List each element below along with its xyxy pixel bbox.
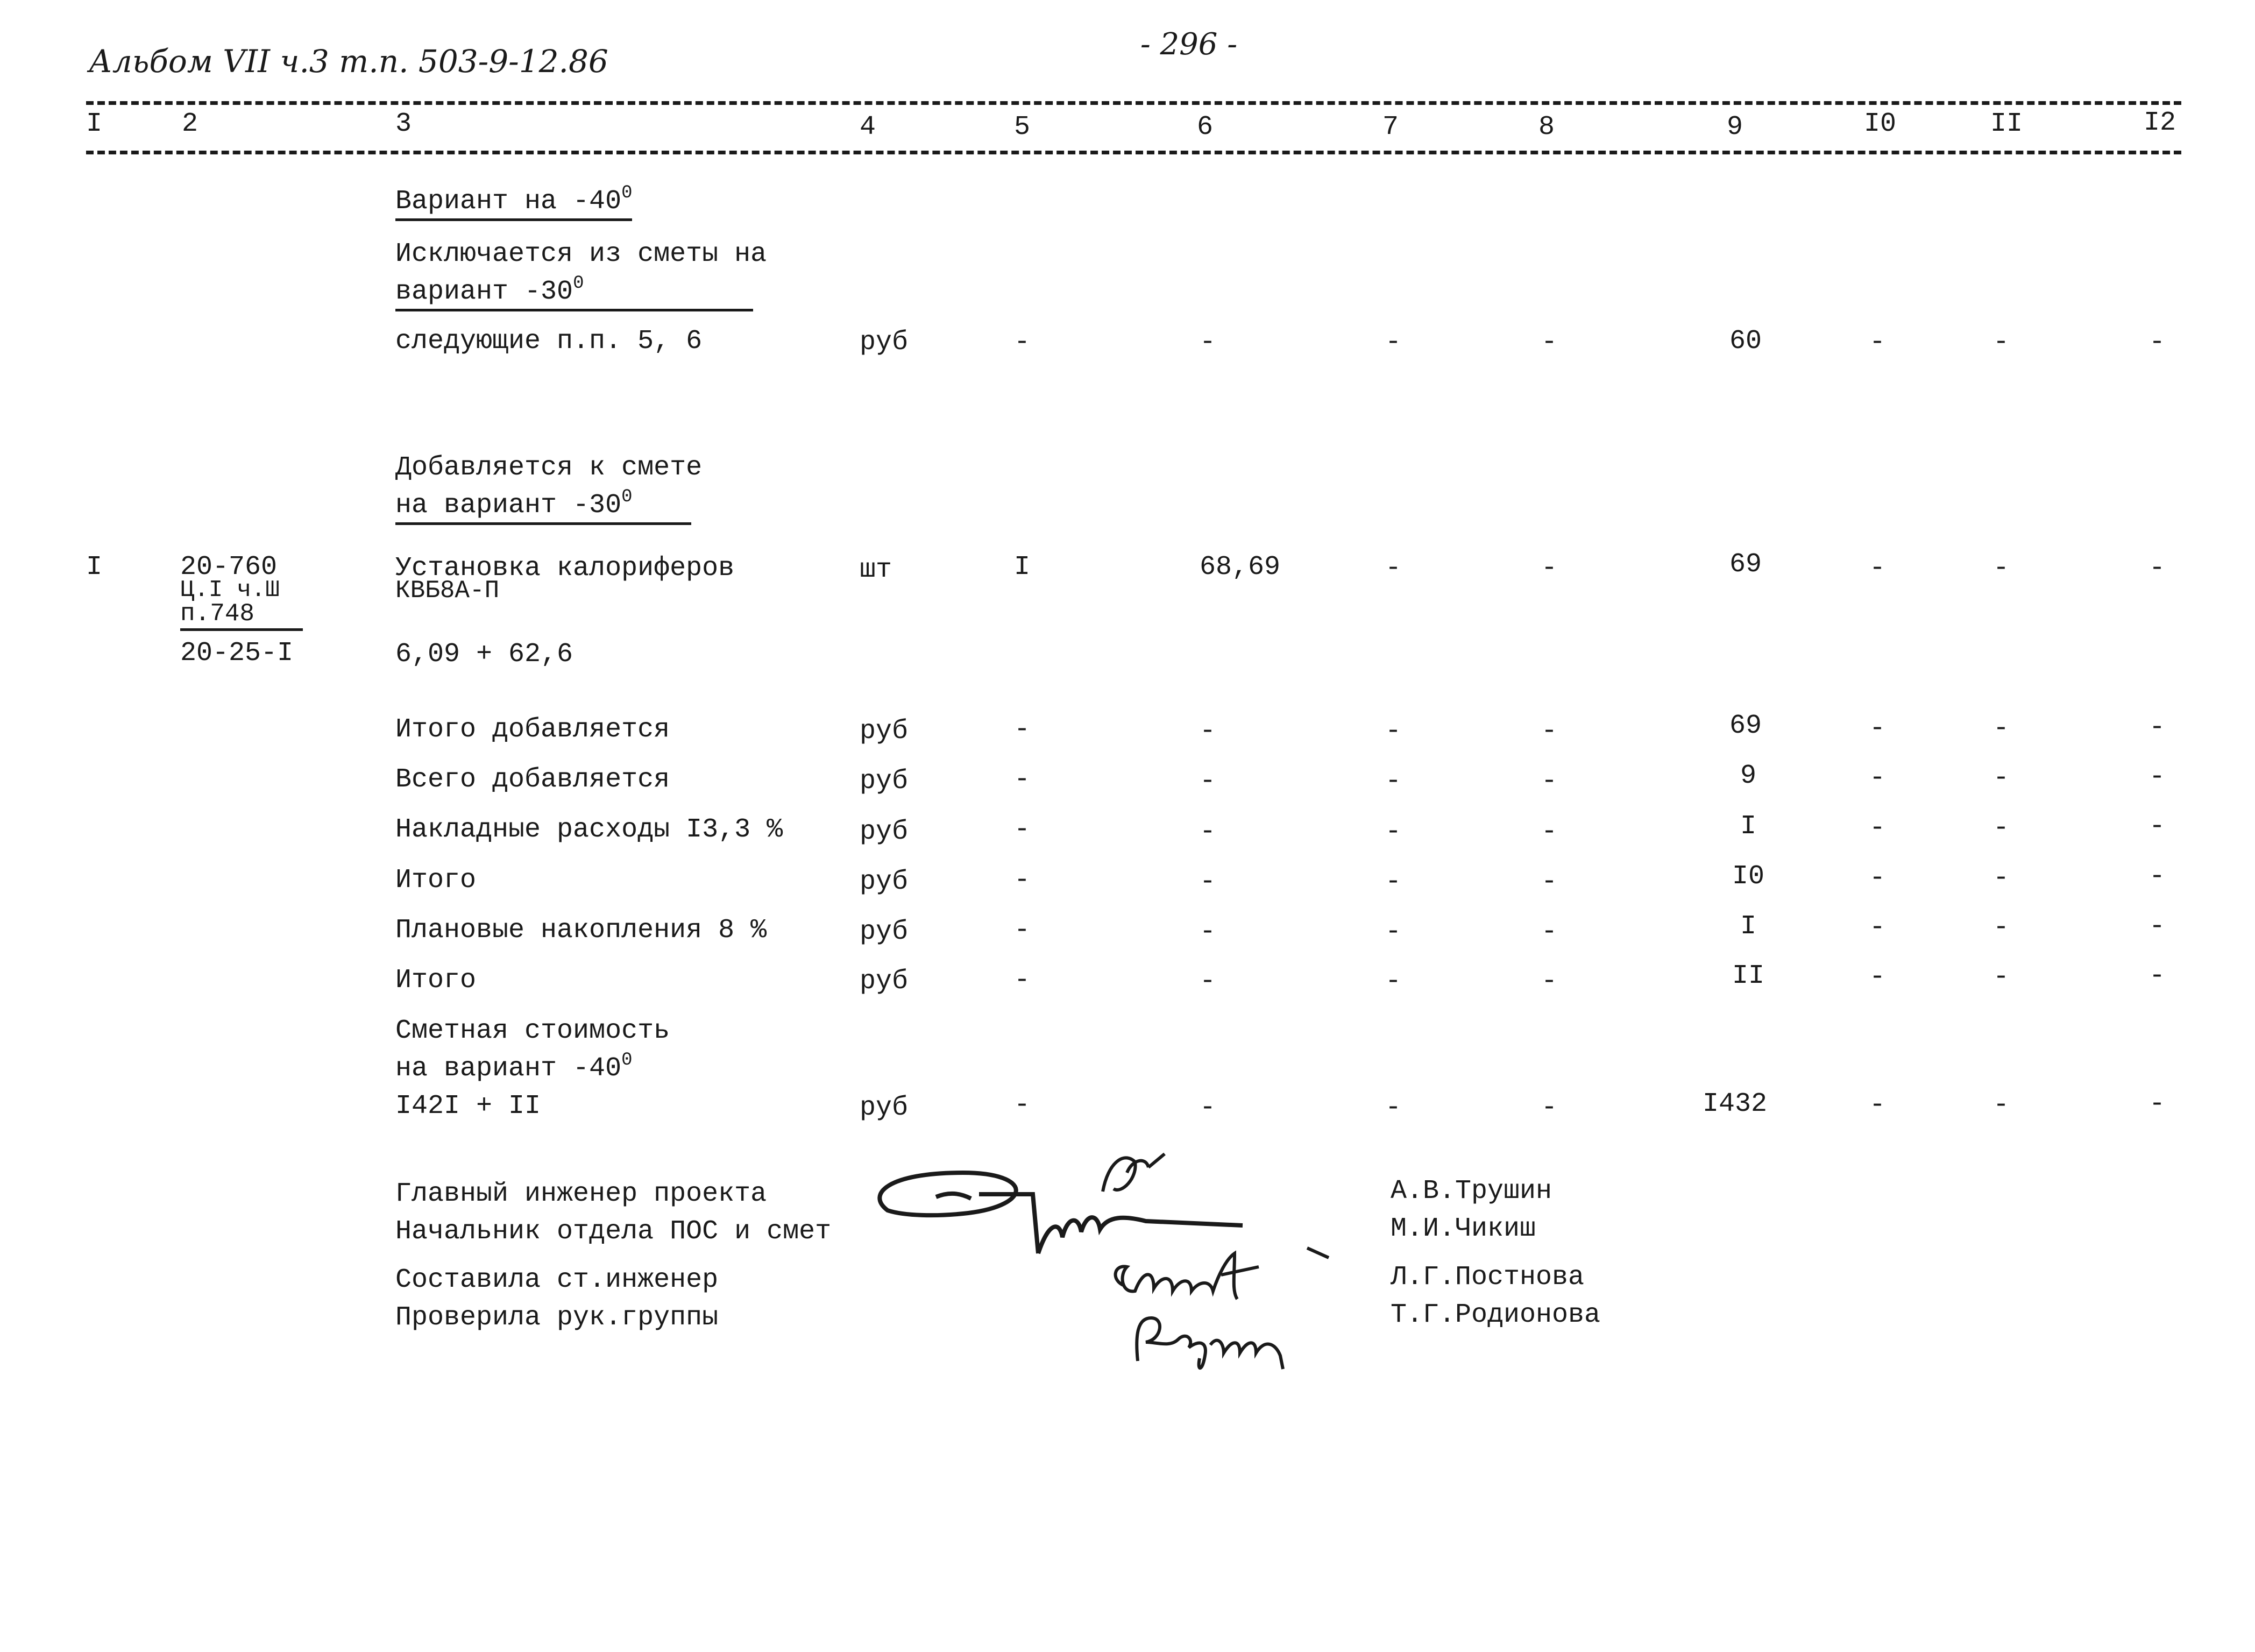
row-description: Итого: [395, 865, 477, 896]
row-col5: -: [1013, 965, 1031, 996]
item-code-line3: п.748: [180, 601, 303, 631]
row-col10: -: [1869, 962, 1886, 992]
row-col10: -: [1869, 763, 1886, 793]
row-col12: -: [2148, 811, 2166, 842]
row-description: Накладные расходы I3,3 %: [395, 814, 783, 845]
row-col8: -: [1541, 917, 1558, 947]
row-col11: -: [1992, 713, 2010, 744]
row-description: Плановые накопления 8 %: [395, 915, 767, 946]
final-line3: I42I + II: [395, 1091, 541, 1122]
row-unit: руб: [860, 766, 909, 797]
row-col12: -: [2148, 327, 2166, 358]
row-col5: -: [1013, 814, 1031, 845]
row-col10: -: [1869, 863, 1886, 894]
signature-role: Составила ст.инженер: [395, 1265, 719, 1295]
row-col9: 60: [1729, 326, 1762, 357]
item-col11: -: [1992, 553, 2010, 584]
row-col12: -: [2148, 712, 2166, 743]
row-col9: II: [1732, 961, 1765, 991]
variant-heading: Вариант на $-40^0$: [395, 188, 632, 221]
row-col7: -: [1385, 766, 1402, 797]
row-col5: -: [1013, 327, 1031, 358]
header-bottom-rule: [86, 151, 2181, 154]
row-col6: -: [1199, 867, 1216, 897]
column-header-6: 6: [1197, 112, 1214, 143]
row-col8: -: [1541, 716, 1558, 747]
row-col12: -: [2148, 911, 2166, 942]
signature-name: А.В.Трушин: [1391, 1176, 1552, 1207]
item-col5: I: [1013, 552, 1031, 583]
row-description: Итого: [395, 965, 477, 996]
row-col12: -: [2148, 762, 2166, 792]
row-unit: руб: [860, 817, 909, 847]
row-col7: -: [1385, 1093, 1402, 1123]
excluded-heading-line1: Исключается из сметы на: [395, 239, 767, 270]
item-col12: -: [2148, 553, 2166, 584]
column-header-4: 4: [860, 112, 876, 143]
row-col10: -: [1869, 912, 1886, 943]
signature-role: Главный инженер проекта: [395, 1179, 767, 1209]
row-col5: -: [1013, 915, 1031, 946]
item-code-line1: 20-760: [180, 552, 278, 583]
row-col11: -: [1992, 813, 2010, 843]
row-unit: руб: [860, 716, 909, 747]
item-description-line2: КВБ8А-П: [395, 577, 500, 605]
row-col8: -: [1541, 867, 1558, 897]
signature-name: Л.Г.Постнова: [1391, 1262, 1585, 1293]
added-heading-line1: Добавляется к смете: [395, 452, 703, 483]
row-unit: руб: [860, 867, 909, 897]
row-col7: -: [1385, 716, 1402, 747]
row-col11: -: [1992, 962, 2010, 992]
row-description: Всего добавляется: [395, 764, 670, 795]
row-col9: I0: [1732, 861, 1765, 892]
row-description: Итого добавляется: [395, 714, 670, 745]
row-unit: руб: [860, 327, 909, 358]
row-col8: -: [1541, 817, 1558, 847]
row-col10: -: [1869, 713, 1886, 744]
row-col11: -: [1992, 763, 2010, 793]
item-code-line4: 20-25-I: [180, 638, 294, 669]
item-col9: 69: [1729, 549, 1762, 580]
row-col9: I: [1740, 911, 1757, 942]
item-unit: шт: [860, 555, 892, 585]
row-col11: -: [1992, 863, 2010, 894]
final-line2: на вариант $-40^0$: [395, 1050, 633, 1084]
row-col9: 69: [1729, 711, 1762, 741]
row-col11: -: [1992, 912, 2010, 943]
column-header-11: II: [1990, 109, 2023, 139]
row-col8: -: [1541, 1093, 1558, 1123]
row-col7: -: [1385, 966, 1402, 997]
row-col5: -: [1013, 714, 1031, 745]
row-col5: -: [1013, 1090, 1031, 1121]
row-col6: -: [1199, 327, 1216, 358]
signature-name: М.И.Чикиш: [1391, 1214, 1536, 1244]
row-col12: -: [2148, 961, 2166, 991]
final-line1: Сметная стоимость: [395, 1016, 670, 1046]
row-unit: руб: [860, 917, 909, 947]
row-col8: -: [1541, 327, 1558, 358]
row-col11: -: [1992, 1090, 2010, 1121]
header-top-rule: [86, 101, 2181, 105]
added-heading-line2: на вариант $-30^0$: [395, 492, 691, 525]
row-col9: 9: [1740, 761, 1757, 791]
item-description-line1: Установка калориферов: [395, 553, 735, 584]
row-col10: -: [1869, 327, 1886, 358]
column-header-8: 8: [1538, 112, 1555, 143]
item-col10: -: [1869, 553, 1886, 584]
row-col7: -: [1385, 817, 1402, 847]
signature-role: Начальник отдела ПОС и смет: [395, 1216, 832, 1247]
item-col7: -: [1385, 553, 1402, 584]
row-col6: -: [1199, 716, 1216, 747]
row-col6: -: [1199, 817, 1216, 847]
row-col9: I: [1740, 811, 1757, 842]
reviewer-signature: [1119, 1302, 1313, 1382]
column-header-10: I0: [1864, 109, 1897, 139]
album-reference: Альбом VII ч.3 т.п. 503-9-12.86: [89, 43, 608, 80]
row-col8: -: [1541, 766, 1558, 797]
row-col8: -: [1541, 966, 1558, 997]
item-formula: 6,09 + 62,6: [395, 639, 573, 670]
row-col7: -: [1385, 327, 1402, 358]
item-col8: -: [1541, 553, 1558, 584]
row-unit: руб: [860, 966, 909, 997]
column-header-1: I: [86, 109, 103, 139]
column-header-5: 5: [1014, 112, 1031, 143]
column-header-2: 2: [182, 109, 198, 139]
column-header-3: 3: [395, 109, 412, 139]
item-col6: 68,69: [1200, 552, 1281, 583]
row-col12: -: [2148, 1089, 2166, 1119]
row-col6: -: [1199, 917, 1216, 947]
row-col6: -: [1199, 766, 1216, 797]
row-col9: I432: [1702, 1089, 1768, 1119]
row-col10: -: [1869, 1090, 1886, 1121]
row-col12: -: [2148, 861, 2166, 892]
signature-name: Т.Г.Родионова: [1391, 1300, 1601, 1330]
item-code-line2: Ц.I ч.Ш: [180, 577, 280, 604]
row-col10: -: [1869, 813, 1886, 843]
column-header-7: 7: [1382, 112, 1399, 143]
column-header-9: 9: [1727, 112, 1743, 143]
row-col11: -: [1992, 327, 2010, 358]
row-col6: -: [1199, 1093, 1216, 1123]
page-number: - 296 -: [1140, 27, 1238, 62]
row-description: следующие п.п. 5, 6: [395, 326, 703, 357]
item-number: I: [86, 552, 103, 583]
row-col6: -: [1199, 966, 1216, 997]
row-unit: руб: [860, 1093, 909, 1123]
signature-role: Проверила рук.группы: [395, 1302, 719, 1333]
row-col7: -: [1385, 867, 1402, 897]
row-col5: -: [1013, 764, 1031, 795]
excluded-heading-line2: вариант $-30^0$: [395, 279, 753, 311]
row-col7: -: [1385, 917, 1402, 947]
column-header-12: I2: [2144, 108, 2176, 138]
row-col5: -: [1013, 865, 1031, 896]
